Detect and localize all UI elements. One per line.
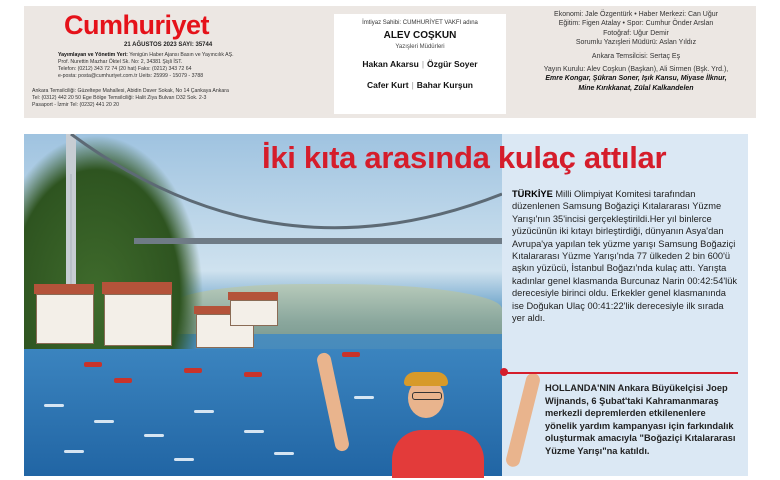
owner-label: İmtiyaz Sahibi: CUMHURİYET VAKFI adına [362, 20, 478, 26]
house-roof [102, 282, 172, 294]
waterfront-house [104, 294, 172, 346]
staff-line: Eğitim: Figen Atalay • Spor: Cumhur Önder Arslan [558, 20, 714, 28]
boat [114, 378, 132, 383]
staff-line: Fotoğraf: Uğur Demir [603, 29, 669, 37]
izmir-office: Pasaport - İzmir Tel: (0232) 441 20 20 [32, 102, 119, 108]
glasses-icon [412, 392, 442, 400]
staff-line: Ekonomi: Jale Özgentürk • Haber Merkezi: Can Uğur [554, 11, 718, 18]
swimmer [144, 434, 164, 437]
lede-lead-word: TÜRKİYE [512, 189, 553, 199]
boat [184, 368, 202, 373]
bridge-deck [134, 238, 502, 244]
editor-name: Hakan Akarsu [362, 59, 419, 69]
ambassador-shirt [392, 430, 484, 478]
publisher-name: Yenigün Haber Ajansı Basın ve Yayıncılık AŞ. [129, 52, 234, 58]
editors-row-1 [334, 59, 506, 69]
separator: | [411, 80, 414, 90]
publisher-label: Yayımlayan ve Yönetim Yeri: [58, 52, 128, 58]
lede-body: Milli Olimpiyat Komitesi tarafından düzenlenen Samsung Boğaziçi Kıtalararası Yüzme Yarışı'nın 35'incisi gerçekleştirildi.Her yıl binlerce yüzücünün iki kıtayı birleştirdiği, dünyanın Asya'dan Avrupa'ya yapılan tek yüzme yarışı Samsung Boğaziçi Kıtalararası Yüzme Yarışı'nda 77 ülkeden 2 bin 600'ü aşkın yüzücü, İstanbul Boğazı'nda kulaç attı. Yarışta kadınlar genel klasmanda Burcunaz Narin 00:42:54'lük derecesiyle birinci oldu. Erkekler genel klasmanında ise Doğukan Ulaç 00:41:22'lik derecesiyle ilk sırada yer aldı. [512, 189, 738, 324]
divider-dot [500, 368, 508, 376]
ankara-phone: Tel: (0312) 442 20 50 Ege Bölge Temsilciliği: Halit Ziya Bulvarı D32 Sok. 2-3 [32, 95, 207, 101]
separator: | [421, 59, 425, 69]
article-lede [512, 188, 738, 324]
ambassador-note: HOLLANDA'NIN Ankara Büyükelçisi Joep Wijnands, 6 Şubat'taki Kahramanmaraş merkezli depremlerden etkilenenlere yönelik yardım kampanyası için farkındalık oluşturmak amacıyla "Boğaziçi Kıtalararası Yüzme Yarışı"na katıldı. [545, 383, 736, 456]
article-headline[interactable]: İki kıta arasında kulaç attılar [262, 140, 667, 175]
house-roof [228, 292, 278, 300]
board-line: Yayın Kurulu: Alev Coşkun (Başkan), Ali Sirmen (Bşk. Yrd.), [543, 66, 729, 74]
editor-name: Cafer Kurt [367, 80, 409, 90]
publisher-info [58, 52, 328, 80]
swimmer [194, 410, 214, 413]
swimmer [174, 458, 194, 461]
waterfront-house [36, 294, 94, 344]
boat [84, 362, 102, 367]
board-line: Mine Kırıkkanat, Zülal Kalkandelen [578, 84, 694, 92]
swimmer [64, 450, 84, 453]
masthead [24, 6, 756, 118]
bosphorus-photo [24, 134, 502, 476]
editors-row-2 [334, 80, 506, 90]
office-info [32, 88, 322, 109]
staff-line: Sorumlu Yazışleri Müdürü: Aslan Yıldız [575, 39, 697, 47]
date-issue: 21 AĞUSTOS 2023 SAYI: 35744 [124, 42, 213, 48]
staff-list [518, 10, 754, 93]
editors-label: Yazışleri Müdürleri [395, 44, 445, 50]
house-roof [34, 284, 94, 294]
swimmer [244, 430, 264, 433]
boat [244, 372, 262, 377]
publisher-address: Prof. Nurettin Mazhar Öktel Sk. No: 2, 34381 Şişli İST. [58, 59, 183, 65]
swimmer [274, 452, 294, 455]
swimmer [94, 420, 114, 423]
ankara-office: Ankara Temsilciliği: Güzeltepe Mahallesi, Abidin Daver Sokak, No 14 Çankaya Ankara [32, 88, 229, 94]
owner-name: ALEV COŞKUN [383, 30, 457, 41]
swimmer [354, 396, 374, 399]
editor-name: Bahar Kurşun [416, 80, 473, 90]
editor-box [334, 14, 506, 114]
editor-name: Özgür Soyer [427, 59, 478, 69]
swimmer [44, 404, 64, 407]
publisher-email: e-posta: posta@cumhuriyet.com.tr Ueits: 25999 - 15079 - 3788 [58, 73, 204, 79]
publisher-phone: Telefon: (0212) 343 72 74 (20 hat) Faks: (0212) 343 72 64 [58, 66, 192, 72]
ambassador-hair [404, 372, 448, 386]
boat [342, 352, 360, 357]
staff-line: Ankara Temsilcisi: Sertaç Eş [591, 52, 681, 60]
waterfront-house [230, 300, 278, 326]
newspaper-logo[interactable]: Cumhuriyet [64, 10, 210, 40]
board-line: Emre Kongar, Şükran Soner, Işık Kansu, Miyase İlknur, [545, 75, 727, 83]
section-divider [502, 372, 738, 374]
